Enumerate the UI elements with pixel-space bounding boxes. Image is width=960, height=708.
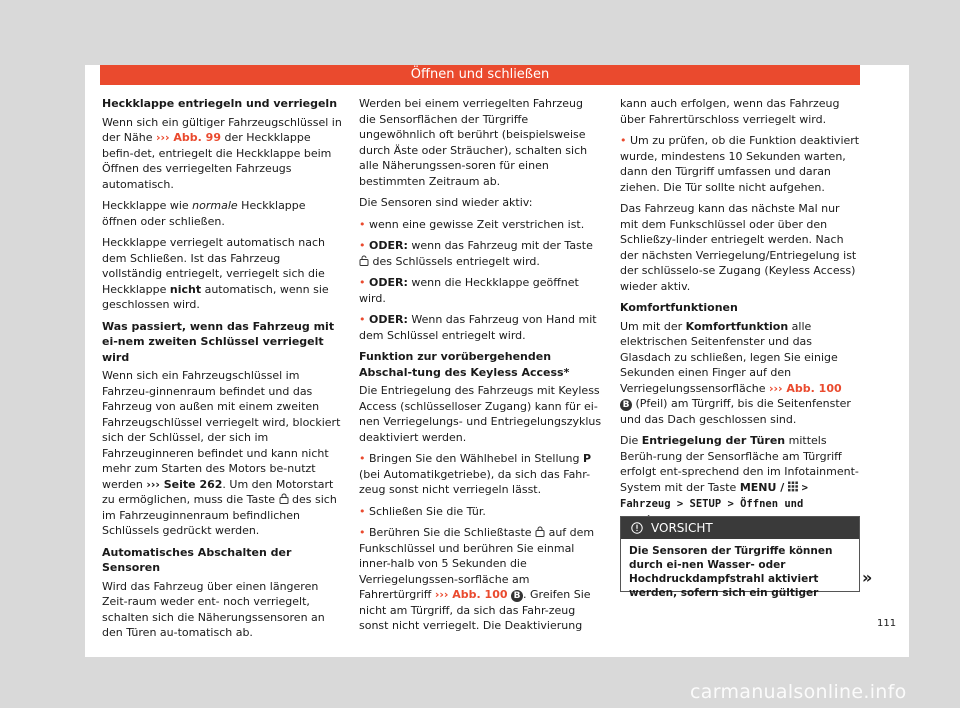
lock-icon <box>535 526 545 537</box>
paragraph: Wenn sich ein gültiger Fahrzeugschlüssel in der Nähe ››› Abb. 99 der Heckklappe befin-det, entriegelt die Heckklappe beim Öffnen des verriegelten Fahrzeugs automatisch. <box>102 115 342 191</box>
paragraph: Heckklappe wie normale Heckklappe öffnen oder schließen. <box>102 199 306 228</box>
page-link[interactable]: ››› Seite 262 <box>146 477 223 491</box>
list-item: • Bringen Sie den Wählhebel in Stellung P (bei Automatikgetriebe), da sich das Fahr-zeug sonst nicht verriegeln lässt. <box>359 452 592 496</box>
list-item: • ODER: Wenn das Fahrzeug von Hand mit dem Schlüssel entriegelt wird. <box>359 313 597 342</box>
paragraph: Heckklappe verriegelt automatisch nach dem Schließen. Ist das Fahrzeug vollständig entriegelt, verriegelt sich die Heckklappe nicht automatisch, wenn sie geschlossen wird. <box>102 236 329 311</box>
heading: Heckklappe entriegeln und verriegeln <box>102 97 338 110</box>
page-number: 111 <box>877 618 897 629</box>
callout-b-marker: B <box>620 399 632 411</box>
bullet: • <box>359 452 366 465</box>
figure-link[interactable]: ››› Abb. 100 <box>768 381 842 395</box>
list-item: • Schließen Sie die Tür. <box>359 504 486 518</box>
column-3 <box>620 96 860 535</box>
menu-path: > Fahrzeug > SETUP > Öffnen und <box>620 481 808 510</box>
lock-icon <box>279 493 289 504</box>
paragraph: Wird das Fahrzeug über einen längeren Zeit-raum weder ent- noch verriegelt, schalten sich die Näherungssensoren an den Türen au-tomatisch ab. <box>102 579 325 639</box>
paragraph: Die Sensoren sind wieder aktiv: <box>359 196 533 209</box>
bullet: • <box>359 313 366 326</box>
paragraph: Die Entriegelung des Fahrzeugs mit Keyless Access (schlüsselloser Zugang) kann für ei-nen Verriegelungs- und Entriegelungszyklus deaktiviert werden. <box>359 384 602 444</box>
figure-link[interactable]: ››› Abb. 99 <box>155 131 221 144</box>
list-item: • ODER: wenn das Fahrzeug mit der Taste des Schlüssels entriegelt wird. <box>359 239 593 268</box>
paragraph: kann auch erfolgen, wenn das Fahrzeug über Fahrertürschloss verriegelt wird. <box>620 97 840 126</box>
heading: Komfortfunktionen <box>620 301 738 314</box>
unlock-icon <box>359 255 369 266</box>
caution-box <box>620 516 860 599</box>
bullet: • <box>359 239 366 252</box>
callout-b-marker: B <box>511 590 523 602</box>
heading: Was passiert, wenn das Fahrzeug mit ei-nem zweiten Schlüssel verriegelt wird <box>102 319 335 364</box>
paragraph: Das Fahrzeug kann das nächste Mal nur mit dem Funkschlüssel oder über den Schließzy-linder entriegelt werden. Nach der nächsten Verriegelung/Entriegelung ist der schlüsselo-se Zugang (Keyless Access) wieder aktiv. <box>620 202 857 293</box>
paragraph: Die Entriegelung der Türen mittels Berüh-rung der Sensorfläche am Türgriff erfolgt ent-sprechend den im Infotainment-System mit der Taste MENU / > Fahrzeug > SETUP > Öffnen und <box>620 433 860 529</box>
paragraph: Wenn sich ein Fahrzeugschlüssel im Fahrzeu-ginnenraum befindet und das Fahrzeug von außen mit einem zweiten Fahrzeugschlüssel verriegelt wird, blockiert sich der Schlüssel, der sich im Fahrzeuginneren befindet und kann nicht mehr zum Starten des Motors be-nutzt werden ››› Seite 262. Um den Motorstart zu ermöglichen, muss die Taste des sich im Fahrzeuginnenraum befindlichen Schlüssels gedrückt werden. <box>102 369 341 537</box>
caution-text: Die Sensoren der Türgriffe können durch ei-nen Wasser- oder Hochdruckdampfstrahl aktiviert werden, sofern sich ein gültiger <box>629 545 833 599</box>
heading: Automatisches Abschalten der Sensoren <box>102 545 292 574</box>
list-item: • Berühren Sie die Schließtaste auf dem Funkschlüssel und berühren Sie einmal inner-halb von 5 Sekunden die Verriegelungssen-sorfläche am Fahrertürgriff ››› Abb. 100 B . Greifen Sie nicht am Türgriff, da sich das Fahr-zeug sonst nicht verriegelt. Die Deaktivierung <box>359 526 595 632</box>
column-1 <box>102 96 342 647</box>
paragraph: Werden bei einem verriegelten Fahrzeug die Sensorflächen der Türgriffe ungewöhnlich oft berührt (beispielsweise durch Äste oder Sträucher), schalten sich alle Näherungssen-soren für einen bestimmten Zeitraum ab. <box>359 97 588 188</box>
caution-header: VORSICHT <box>621 517 859 539</box>
list-item: • ODER: wenn die Heckklappe geöffnet wird. <box>359 276 579 305</box>
bullet: • <box>359 504 366 518</box>
list-item: • wenn eine gewisse Zeit verstrichen ist. <box>359 217 585 231</box>
section-header: Öffnen und schließen <box>100 65 860 85</box>
apps-grid-icon <box>788 481 798 492</box>
column-2 <box>359 96 602 640</box>
continued-mark: » <box>862 568 873 587</box>
bullet: • <box>359 276 366 289</box>
paragraph: Um mit der Komfortfunktion alle elektrischen Seitenfenster und das Glasdach zu schließen, legen Sie einige Sekunden einen Finger auf den Verriegelungssensorfläche ››› Abb. 100 B (Pfeil) am Türgriff, bis die Seitenfenster und das Dach geschlossen sind. <box>620 319 851 426</box>
bullet: • <box>359 217 366 231</box>
watermark: carmanualsonline.info <box>690 681 907 703</box>
info-icon <box>631 522 643 534</box>
menu-key: MENU / <box>739 480 789 494</box>
bullet: • <box>359 526 366 539</box>
bullet: • <box>620 134 627 147</box>
heading: Funktion zur vorübergehenden Abschal-tung des Keyless Access* <box>359 350 570 379</box>
list-item: • Um zu prüfen, ob die Funktion deaktiviert wurde, mindestens 10 Sekunden warten, dann den Türgriff umfassen und daran ziehen. Die Tür sollte nicht aufgehen. <box>620 134 860 194</box>
figure-link[interactable]: ››› Abb. 100 <box>434 588 508 601</box>
